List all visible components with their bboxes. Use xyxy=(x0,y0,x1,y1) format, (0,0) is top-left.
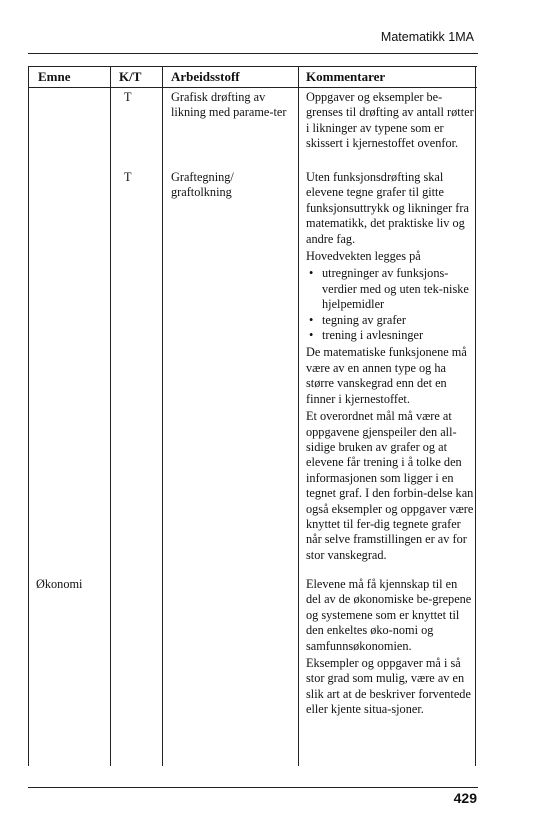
row2-kommentarer xyxy=(306,170,474,565)
column-header-arbeidsstoff: Arbeidsstoff xyxy=(171,69,240,84)
comment-paragraph: De matematiske funksjonene må være av en annen type og ha større vanskegrad enn det en finner i kjernestoffet. xyxy=(306,345,467,406)
comment-paragraph: Oppgaver og eksempler be-grenses til drøfting av antall røtter i likninger av typene som er skissert i kjernestoffet ovenfor. xyxy=(306,90,474,151)
row2-kt: T xyxy=(124,170,132,184)
table-top-border xyxy=(28,66,477,67)
comment-paragraph: Et overordnet mål må være at oppgavene gjenspeiler den all-sidige bruken av grafer og at elevene får trening i å tolke den informasjonen som ligger i en tegnet graf. I den forbin-delse kan også eksempler og oppgaver være knyttet til fer-dig tegnete grafer når selve framstillingen er av for stor vanskegrad. xyxy=(306,409,474,562)
row1-kt: T xyxy=(124,90,132,104)
bullet-list xyxy=(306,266,474,343)
table-left-border xyxy=(28,66,29,766)
column-divider xyxy=(110,66,111,766)
comment-paragraph: Elevene må få kjennskap til en del av de økonomiske be-grepene og systemene som er knyttet til den enkeltes øko-nomi og samfunnsøkonomien. xyxy=(306,577,472,653)
table-right-border xyxy=(475,66,476,766)
curriculum-table xyxy=(28,66,477,766)
bullet-item: • trening i avlesninger xyxy=(306,328,474,343)
row3-emne: Økonomi xyxy=(36,577,83,591)
column-header-emne: Emne xyxy=(38,69,71,84)
column-divider xyxy=(162,66,163,766)
bullet-item: • tegning av grafer xyxy=(306,313,474,328)
table-header-rule xyxy=(28,87,477,88)
header-rule xyxy=(28,53,478,54)
comment-paragraph: Eksempler og oppgaver må i så stor grad som mulig, være av en slik art at de beskriver forventede eller kjente situa-sjoner. xyxy=(306,656,471,717)
row3-kommentarer xyxy=(306,577,474,720)
comment-paragraph: Uten funksjonsdrøfting skal elevene tegne grafer til gitte funksjonsuttrykk og likninger fra matematikk, det praktiske liv og andre fag. xyxy=(306,170,469,246)
column-divider xyxy=(298,66,299,766)
bullet-item: • utregninger av funksjons-verdier med og uten tek-niske hjelpemidler xyxy=(306,266,474,312)
row2-arbeidsstoff: Graftegning/ graftolkning xyxy=(171,170,234,200)
row1-kommentarer xyxy=(306,90,474,154)
page-header-title: Matematikk 1MA xyxy=(380,30,474,44)
column-header-kt: K/T xyxy=(119,69,142,84)
column-header-kommentarer: Kommentarer xyxy=(306,69,386,84)
comment-paragraph: Hovedvekten legges på xyxy=(306,249,421,264)
footer-rule xyxy=(28,787,478,788)
row1-arbeidsstoff: Grafisk drøfting av likning med parame-ter xyxy=(171,90,287,120)
page-number: 429 xyxy=(453,790,477,806)
